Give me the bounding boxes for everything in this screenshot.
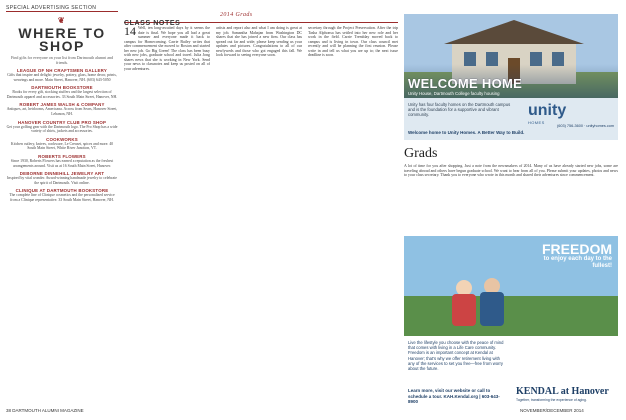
shop-listing[interactable]: [6, 120, 118, 134]
shop-listing[interactable]: [6, 102, 118, 116]
grads-section: [404, 146, 618, 234]
shop-listing-description: Antiques, art, heirlooms, Americana. Across from Sears, Hanover Street, Lebanon, NH.: [6, 107, 118, 116]
shop-listing-description: The complete line of Clinique cosmetics and the personalized service from a Clinique representative. 33 South Main Street, Hanover, NH.: [9, 193, 115, 202]
shop-listing-name: HANOVER COUNTRY CLUB PRO SHOP: [17, 119, 107, 125]
footer-right: NOVEMBER/DECEMBER 2014: [520, 408, 584, 413]
shop-listing-description: Inspired by vital wonder. Award-winning handmade jewelry to celebrate the spirit of Dartmouth. Visit online.: [7, 176, 117, 185]
class-notes-column-2: artists and report also and what I am doing is great at my job. Samantha Mahajan from Washington DC shares that she has joined a new firm. Our class has spread out far and wide; please keep sending us your updates and pictures. Congratulations to all of our newlyweds and those who got engaged this fall. We look forward to seeing everyone soon.: [216, 26, 302, 58]
grads-title: Grads: [404, 146, 438, 161]
shop-listing[interactable]: [6, 68, 118, 82]
unity-ad-title: WELCOME HOME: [408, 76, 523, 91]
shop-listing-description: Get your golfing gear with the Dartmouth logo. The Pro Shop has a wide variety of shirts, jackets and accessories.: [6, 124, 118, 134]
shop-listing-name: CLINIQUE AT DARTMOUTH BOOKSTORE: [15, 188, 109, 194]
shop-listing-description: Kitchen cutlery, knives, cookware, Le Creuset, spices and more. 40 South Main Street, White River Junction, VT.: [10, 141, 114, 151]
shop-listing-name: LEAGUE OF NH CRAFTSMEN GALLERY: [17, 68, 107, 73]
kendal-headline: FREEDOM to enjoy each day to the fullest!: [542, 241, 612, 269]
kendal-body-panel: [404, 336, 618, 412]
unity-ad-body: Unity has four faculty homes on the Dartmouth campus and is the foundation for a supportive and vibrant community.: [408, 102, 511, 117]
where-to-shop-intro: Find gifts for everyone on your list from Dartmouth alumni and friends.: [11, 55, 113, 65]
kendal-body: Live the lifestyle you choose with the peace of mind that comes with living in a Life Care community. Freedom is an important concept at Kendal at Hanover; that's why we offer retirement living with any of the services to set you free—free from worry about the future.: [408, 340, 504, 372]
unity-logo: unity: [528, 102, 567, 119]
class-notes-column-1: 14 Well, ten long-awaited days by it seems the date is final. We hope you all had a great summer and everyone made it back to campus for Homecoming. Carrie Bailey writes that after commencement she moved to Boston and started her new job. Go Big Green! The class has been busy with new jobs, graduate school and travel. Julia Jong shares news that she is working in New York. Send your news to classnotes and keep us posted on all of your adventures.: [124, 26, 210, 71]
shop-listings: [6, 68, 118, 203]
shop-listing[interactable]: [6, 85, 118, 99]
shop-listing-description: Gifts that inspire and delight: jewelry, pottery, glass, home decor, prints, weavings and more. Main Street, Hanover, NH. (603) 643-5050: [7, 73, 117, 82]
shop-listing-name: COOKWORKS: [46, 136, 78, 142]
shop-listing[interactable]: [6, 188, 118, 202]
unity-ad-footer: Welcome home to Unity Homes. A Better Way to Build.: [408, 130, 525, 135]
unity-ad-subtitle: Unity House, Dartmouth College faculty housing: [408, 91, 500, 96]
kendal-tagline: Together, transforming the experience of aging.: [516, 398, 587, 402]
ornament-icon: ❦: [57, 16, 67, 25]
kendal-logo: KENDAL at Hanover: [516, 386, 609, 397]
where-to-shop-column: [6, 12, 118, 206]
unity-logo-sub: HOMES: [528, 120, 545, 125]
shop-listing[interactable]: [6, 154, 118, 168]
footer-left: 38 DARTMOUTH ALUMNI MAGAZINE: [6, 408, 84, 413]
class-notes-column-3: secretary through the Project Preservation. After the trip Tasha Alphonsa has settled into her new role and her work in the field. Carrie Tremblay moved back to campus and is living in town. Our class council met recently and will be planning the first reunion. Please write in and tell us what you are up to; the next issue deadline is soon.: [308, 26, 398, 58]
class-year-drop: 14: [124, 26, 136, 38]
shop-listing[interactable]: [6, 137, 118, 151]
grads-header: 2014 Grads: [220, 12, 253, 18]
unity-homes-ad[interactable]: [404, 14, 618, 140]
shop-listing-description: Books for every gift, stocking stuffers and the largest selection of Dartmouth apparel and accessories. 33 South Main Street, Hanover, NH.: [6, 90, 118, 99]
shop-listing-description: Since 1930, Roberts Flowers has earned a reputation as the freshest arrangements around. Visit us at 16 South Main Street, Hanover.: [10, 158, 114, 168]
shop-listing-name: DARTMOUTH BOOKSTORE: [31, 85, 93, 91]
section-label: SPECIAL ADVERTISING SECTION: [6, 5, 97, 11]
shop-listing-name: ROBERTS FLOWERS: [38, 153, 86, 159]
where-to-shop-title: ❦ WHERE TO SHOP: [6, 14, 118, 53]
shop-listing-name: ROBERT JAMES WALSH & COMPANY: [19, 102, 105, 108]
grads-text: A lot of time for you after shopping. Just a note from the newsmakers of 2014. Many of us have already started new jobs, some are traveling abroad and others have begun graduate school. We want to hear from all of you. Please submit your updates, photos and news to your class secretary. Thank you to everyone who wrote in this month and shared their adventures since commencement.: [404, 164, 618, 178]
class-notes-title: CLASS NOTES: [124, 20, 181, 27]
kendal-cta[interactable]: Learn more, visit our website or call to schedule a tour. KAH.Kendal.org | 603-643-8900: [408, 388, 500, 405]
shop-listing-name: DEBORNE DINNEHILL JEWELRY ART: [19, 171, 105, 177]
kendal-ad[interactable]: [404, 236, 618, 412]
unity-ad-contact[interactable]: (603) 756-3600 · unityhomes.com: [557, 124, 614, 128]
shop-listing[interactable]: [6, 171, 118, 185]
